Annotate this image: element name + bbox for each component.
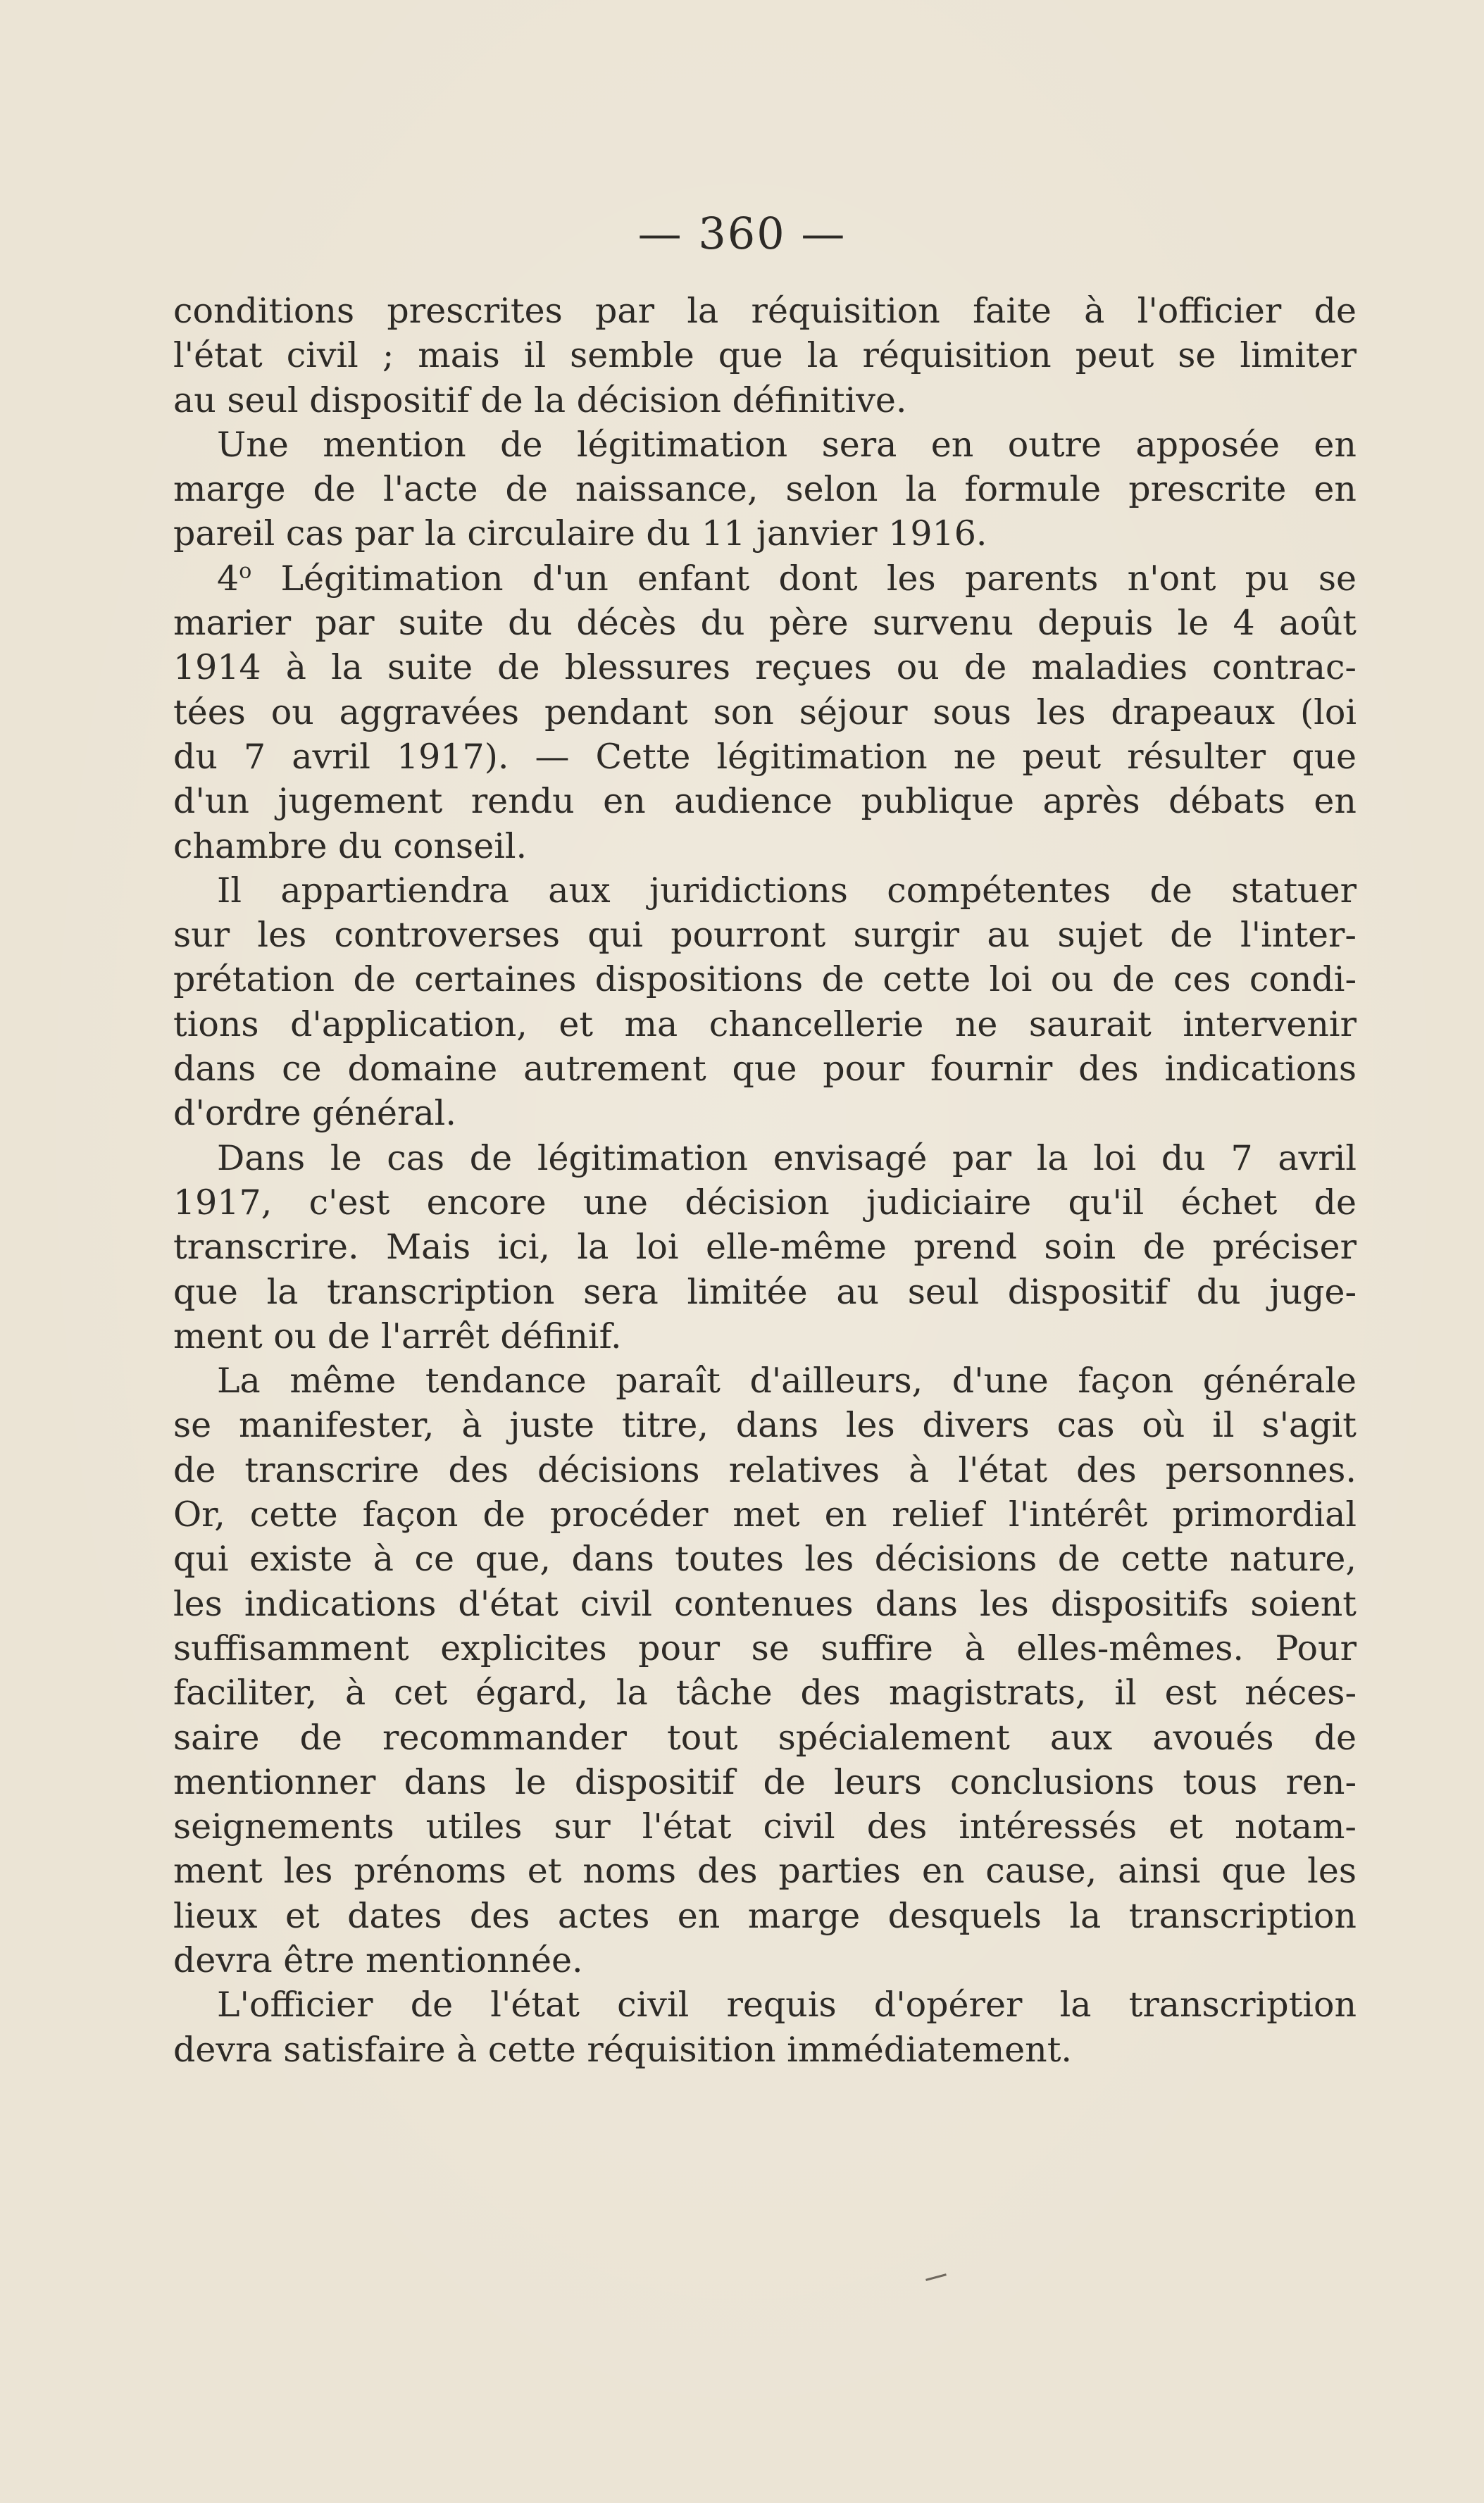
ordinal-superscript: o [239,558,252,584]
text-line: 1917, c'est encore une décision judiciaire qu'il échet de [173,1182,1357,1223]
section-ordinal: 4 [217,558,239,599]
text-line: que la transcription sera limitée au seul dispositif du juge- [173,1271,1357,1312]
text-line: les indications d'état civil contenues dans les dispositifs soient [173,1583,1357,1624]
text-line: Or, cette façon de procéder met en relief l'intérêt primordial [173,1494,1357,1535]
text-line: qui existe à ce que, dans toutes les décisions de cette nature, [173,1539,1357,1580]
text-line: mentionner dans le dispositif de leurs conclusions tous ren- [173,1761,1357,1802]
text-line: marge de l'acte de naissance, selon la formule prescrite en [173,469,1357,510]
paragraph-7 [173,1983,1357,2072]
text-line: 1914 à la suite de blessures reçues ou de maladies contrac- [173,647,1357,688]
paragraph-6 [173,1359,1357,1983]
text-line: l'état civil ; mais il semble que la réquisition peut se limiter [173,335,1357,376]
text-line: devra être mentionnée. [173,1940,583,1980]
text-line: suffisamment explicites pour se suffire à elles-mêmes. Pour [173,1628,1357,1668]
text-line: du 7 avril 1917). — Cette légitimation ne peut résulter que [173,736,1357,777]
text-line: Il appartiendra aux juridictions compétentes de statuer [217,870,1357,911]
text-line: conditions prescrites par la réquisition faite à l'officier de [173,291,1357,331]
text-line: devra satisfaire à cette réquisition immédiatement. [173,2029,1072,2070]
text-line: tées ou aggravées pendant son séjour sous les drapeaux (loi [173,692,1357,732]
paragraph-4 [173,868,1357,1136]
paragraph-1 [173,289,1357,423]
text-line: de transcrire des décisions relatives à l'état des personnes. [173,1449,1357,1490]
text-line: lieux et dates des actes en marge desquels la transcription [173,1895,1357,1936]
section-heading-text: Légitimation d'un enfant dont les parents n'ont pu se [251,558,1357,599]
text-line: La même tendance paraît d'ailleurs, d'une façon générale [217,1361,1357,1402]
paragraph-3 [173,556,1357,868]
end-mark [925,2273,947,2281]
paragraph-5 [173,1136,1357,1359]
text-line: au seul dispositif de la décision définitive. [173,380,907,420]
text-line: ment les prénoms et noms des parties en cause, ainsi que les [173,1851,1357,1892]
text-line: Une mention de légitimation sera en outre apposée en [217,424,1357,465]
text-line: seignements utiles sur l'état civil des intéressés et notam- [173,1806,1357,1847]
text-line: ment ou de l'arrêt définif. [173,1316,622,1356]
text-line: L'officier de l'état civil requis d'opérer la transcription [217,1985,1357,2026]
text-line [173,556,1357,601]
text-line: chambre du conseil. [173,825,528,866]
text-line: Dans le cas de légitimation envisagé par la loi du 7 avril [217,1137,1357,1178]
paragraph-2 [173,423,1357,556]
text-line: saire de recommander tout spécialement aux avoués de [173,1717,1357,1758]
text-line: transcrire. Mais ici, la loi elle-même prend soin de préciser [173,1227,1357,1268]
text-line: prétation de certaines dispositions de cette loi ou de ces condi- [173,959,1357,1000]
text-line: faciliter, à cet égard, la tâche des magistrats, il est néces- [173,1673,1357,1714]
text-line: se manifester, à juste titre, dans les divers cas où il s'agit [173,1405,1357,1446]
text-line: marier par suite du décès du père survenu depuis le 4 août [173,603,1357,644]
text-line: sur les controverses qui pourront surgir au sujet de l'inter- [173,915,1357,956]
text-line: pareil cas par la circulaire du 11 janvier 1916. [173,513,987,554]
page-number: — 360 — [637,208,847,259]
text-line: dans ce domaine autrement que pour fournir des indications [173,1049,1357,1090]
text-line: tions d'application, et ma chancellerie ne saurait intervenir [173,1004,1357,1044]
text-line: d'ordre général. [173,1093,456,1134]
text-line: d'un jugement rendu en audience publique après débats en [173,781,1357,822]
body-text [173,289,1357,2072]
